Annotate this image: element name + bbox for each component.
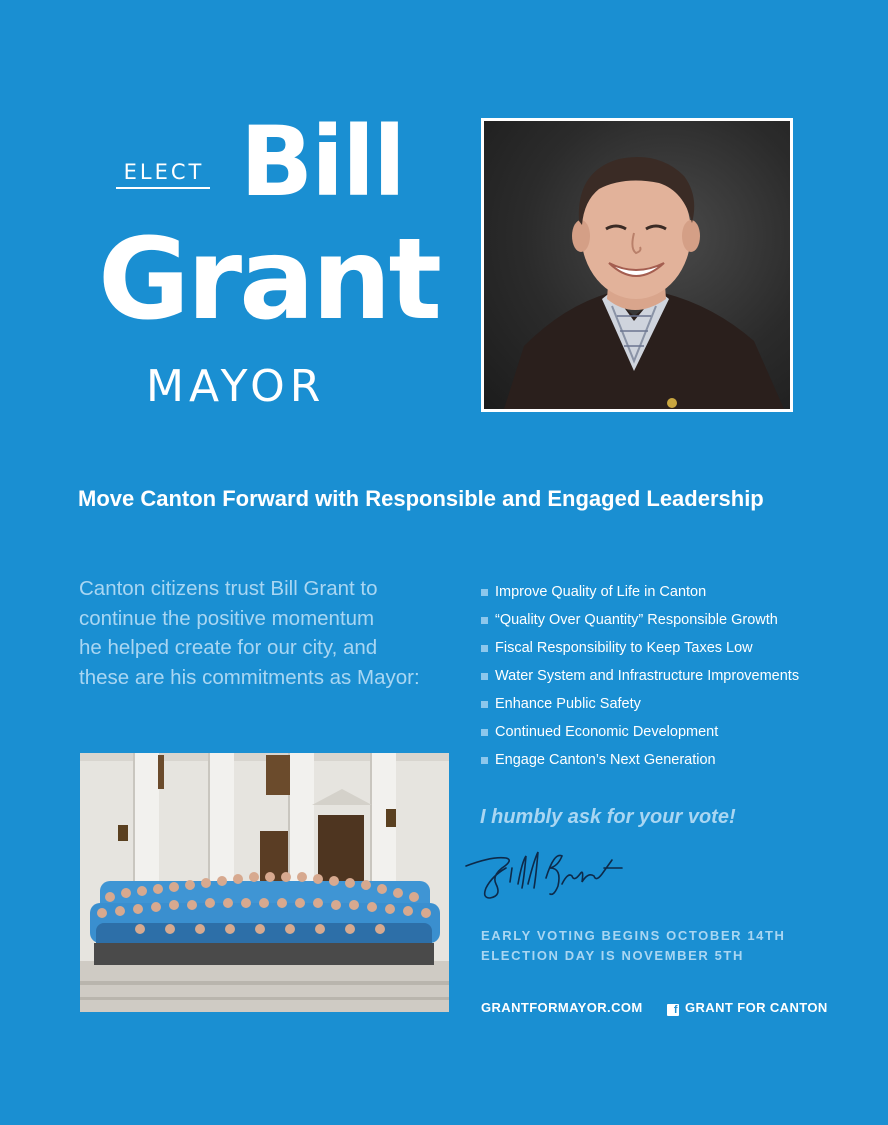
- facebook-page-link[interactable]: [667, 998, 828, 1018]
- intro-line: Canton citizens trust Bill Grant to: [79, 577, 378, 600]
- intro-paragraph: [79, 574, 449, 692]
- elect-label: ELECT: [123, 160, 205, 184]
- election-day-date: ELECTION DAY IS NOVEMBER 5TH: [481, 948, 744, 963]
- commitment-item: [481, 662, 841, 690]
- commitment-item: [481, 690, 841, 718]
- candidate-first-name: Bill: [240, 106, 404, 218]
- square-bullet-icon: [481, 701, 488, 708]
- commitment-item: [481, 746, 841, 774]
- commitment-item: [481, 606, 841, 634]
- commitment-text: Continued Economic Development: [495, 724, 719, 740]
- commitment-item: [481, 578, 841, 606]
- commitment-text: Improve Quality of Life in Canton: [495, 584, 707, 600]
- elect-underline: [116, 187, 210, 189]
- supporters-group-photo: [80, 753, 449, 1012]
- square-bullet-icon: [481, 729, 488, 736]
- facebook-icon: f: [667, 1004, 679, 1016]
- group-photo-illustration: [80, 753, 449, 1012]
- commitment-text: Engage Canton’s Next Generation: [495, 752, 716, 768]
- commitment-text: “Quality Over Quantity” Responsible Growth: [495, 612, 778, 628]
- portrait-illustration: [484, 121, 790, 409]
- candidate-portrait: [481, 118, 793, 412]
- commitment-item: [481, 634, 841, 662]
- commitment-text: Water System and Infrastructure Improvements: [495, 668, 800, 684]
- commitments-list: [481, 578, 841, 774]
- commitment-item: [481, 718, 841, 746]
- square-bullet-icon: [481, 589, 488, 596]
- intro-line: he helped create for our city, and: [79, 636, 378, 659]
- election-dates: [481, 926, 786, 966]
- campaign-tagline: Move Canton Forward with Responsible and Engaged Leadership: [78, 486, 764, 511]
- square-bullet-icon: [481, 645, 488, 652]
- facebook-page-label: GRANT FOR CANTON: [685, 1000, 828, 1015]
- commitment-text: Fiscal Responsibility to Keep Taxes Low: [495, 640, 753, 656]
- office-title: MAYOR: [146, 361, 326, 412]
- early-voting-date: EARLY VOTING BEGINS OCTOBER 14TH: [481, 928, 786, 943]
- square-bullet-icon: [481, 617, 488, 624]
- intro-line: continue the positive momentum: [79, 606, 375, 630]
- candidate-last-name: Grant: [98, 215, 440, 345]
- square-bullet-icon: [481, 757, 488, 764]
- candidate-signature: [462, 838, 642, 908]
- intro-line: these are his commitments as Mayor:: [79, 665, 420, 689]
- vote-request: I humbly ask for your vote!: [480, 806, 736, 828]
- square-bullet-icon: [481, 673, 488, 680]
- commitment-text: Enhance Public Safety: [495, 696, 641, 712]
- campaign-website-link[interactable]: GRANTFORMAYOR.COM: [481, 1000, 643, 1015]
